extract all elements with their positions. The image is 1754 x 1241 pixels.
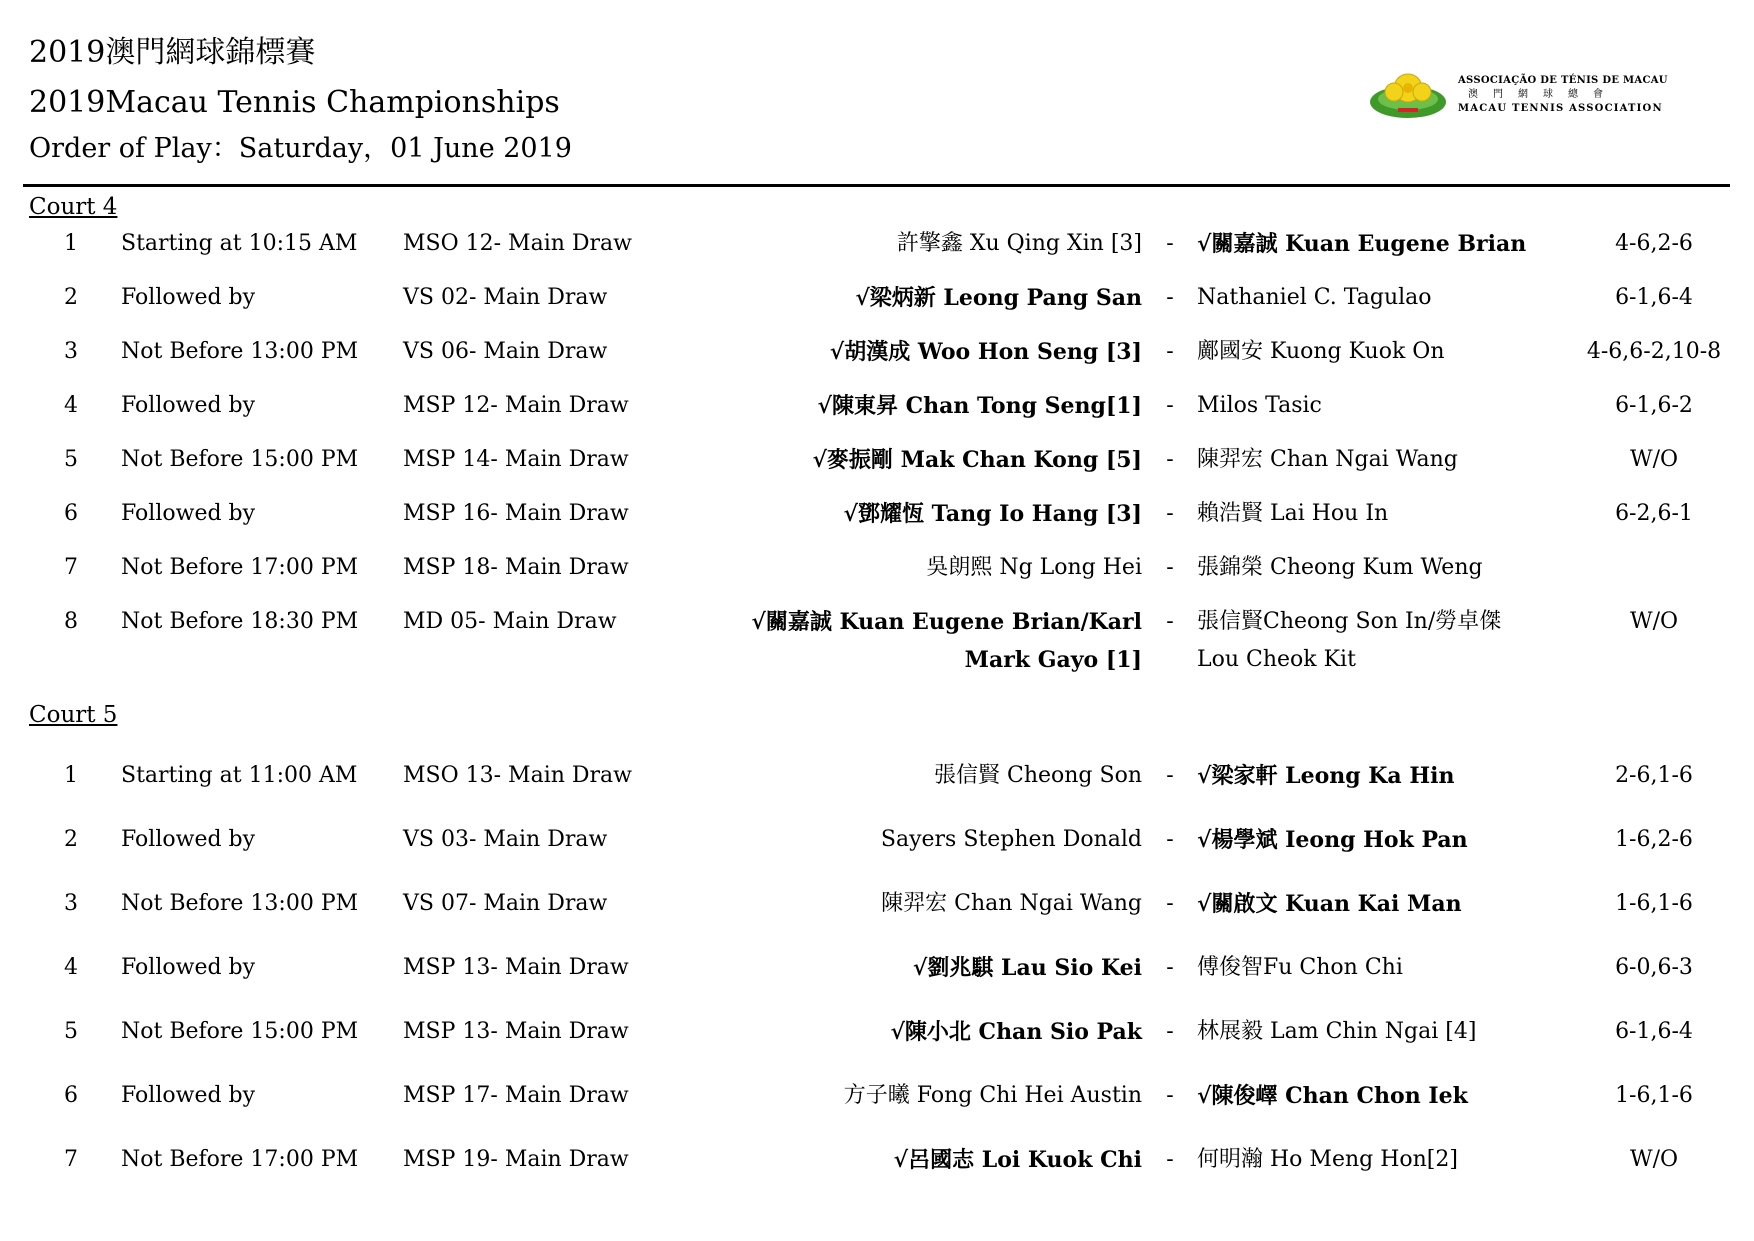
versus-dash: - (1166, 1083, 1174, 1108)
player-1: 許擎鑫 Xu Qing Xin [3] (896, 231, 1142, 256)
match-score: 1-6,2-6 (1615, 827, 1693, 852)
match-score: 4-6,2-6 (1615, 231, 1693, 256)
match-number: 1 (64, 231, 78, 256)
match-number: 4 (64, 955, 78, 980)
logo-text-chinese: 澳門網球總會 (1468, 89, 1618, 100)
match-number: 6 (64, 1083, 78, 1108)
match-event: MSO 12- Main Draw (403, 231, 632, 256)
versus-dash: - (1166, 827, 1174, 852)
court-4-heading: Court 4 (29, 194, 118, 220)
player-2-line-2: Lou Cheok Kit (1197, 647, 1356, 672)
player-2: 林展毅 Lam Chin Ngai [4] (1197, 1019, 1477, 1044)
match-event: VS 07- Main Draw (403, 891, 608, 916)
player-2: 陳羿宏 Chan Ngai Wang (1197, 447, 1458, 472)
match-event: MSP 17- Main Draw (403, 1083, 629, 1108)
match-event: MSP 14- Main Draw (403, 447, 629, 472)
match-event: MD 05- Main Draw (403, 609, 617, 634)
versus-dash: - (1166, 609, 1174, 634)
match-score: W/O (1629, 609, 1679, 634)
player-1: √麥振剛 Mak Chan Kong [5] (812, 447, 1142, 473)
versus-dash: - (1166, 285, 1174, 310)
player-1: 方子曦 Fong Chi Hei Austin (843, 1083, 1142, 1108)
match-time: Starting at 11:00 AM (121, 763, 358, 788)
versus-dash: - (1166, 955, 1174, 980)
player-1: √梁炳新 Leong Pang San (855, 285, 1142, 311)
match-event: MSP 12- Main Draw (403, 393, 629, 418)
player-1 (700, 603, 1142, 679)
player-1: 吳朗熙 Ng Long Hei (926, 555, 1142, 580)
player-2: Milos Tasic (1197, 393, 1322, 418)
player-2: √梁家軒 Leong Ka Hin (1197, 763, 1455, 789)
player-2: 傅俊智Fu Chon Chi (1197, 955, 1403, 980)
match-time: Followed by (121, 827, 256, 852)
player-2: √關啟文 Kuan Kai Man (1197, 891, 1462, 917)
match-time: Not Before 15:00 PM (121, 447, 359, 472)
versus-dash: - (1166, 447, 1174, 472)
logo-text-portuguese: ASSOCIAÇÃO DE TÉNIS DE MACAU (1458, 75, 1668, 86)
match-event: VS 02- Main Draw (403, 285, 608, 310)
player-1: √呂國志 Loi Kuok Chi (893, 1147, 1142, 1173)
match-score: 4-6,6-2,10-8 (1586, 339, 1722, 364)
versus-dash: - (1166, 555, 1174, 580)
match-score: 6-1,6-2 (1615, 393, 1693, 418)
match-score: 1-6,1-6 (1615, 891, 1693, 916)
player-1-line-1: √關嘉誠 Kuan Eugene Brian/Karl (751, 609, 1142, 635)
match-score: 6-1,6-4 (1615, 285, 1693, 310)
match-score: 6-2,6-1 (1615, 501, 1693, 526)
match-time: Not Before 15:00 PM (121, 1019, 359, 1044)
player-1: √鄧耀恆 Tang Io Hang [3] (843, 501, 1142, 527)
versus-dash: - (1166, 501, 1174, 526)
match-score: 6-0,6-3 (1615, 955, 1693, 980)
match-number: 8 (64, 609, 78, 634)
match-event: VS 03- Main Draw (403, 827, 608, 852)
versus-dash: - (1166, 231, 1174, 256)
match-score: 1-6,1-6 (1615, 1083, 1693, 1108)
player-1-line-2: Mark Gayo [1] (964, 647, 1142, 673)
match-score: 6-1,6-4 (1615, 1019, 1693, 1044)
player-2: 張錦榮 Cheong Kum Weng (1197, 555, 1483, 580)
player-1: √陳東昇 Chan Tong Seng[1] (817, 393, 1142, 419)
title-english: 2019Macau Tennis Championships (29, 85, 560, 120)
player-2: √關嘉誠 Kuan Eugene Brian (1197, 231, 1527, 257)
match-number: 2 (64, 285, 78, 310)
match-time: Not Before 13:00 PM (121, 339, 359, 364)
player-1: √劉兆騏 Lau Sio Kei (912, 955, 1142, 981)
match-event: MSP 18- Main Draw (403, 555, 629, 580)
player-2: Nathaniel C. Tagulao (1197, 285, 1432, 310)
versus-dash: - (1166, 393, 1174, 418)
player-2: 何明瀚 Ho Meng Hon[2] (1197, 1147, 1458, 1172)
court-5-heading: Court 5 (29, 702, 118, 728)
player-1: 張信賢 Cheong Son (934, 763, 1142, 788)
match-time: Followed by (121, 501, 256, 526)
logo-text-english: MACAU TENNIS ASSOCIATION (1458, 103, 1663, 114)
match-number: 5 (64, 447, 78, 472)
match-event: MSP 16- Main Draw (403, 501, 629, 526)
lotus-logo-icon (1368, 68, 1448, 120)
player-2: 鄺國安 Kuong Kuok On (1197, 339, 1445, 364)
match-number: 5 (64, 1019, 78, 1044)
match-event: MSP 13- Main Draw (403, 955, 629, 980)
match-time: Followed by (121, 285, 256, 310)
order-of-play-date: Order of Play：Saturday，01 June 2019 (29, 133, 572, 164)
player-1: Sayers Stephen Donald (880, 827, 1142, 852)
header-divider (23, 184, 1730, 187)
match-time: Not Before 17:00 PM (121, 555, 359, 580)
match-number: 1 (64, 763, 78, 788)
match-event: MSO 13- Main Draw (403, 763, 632, 788)
player-1: √胡漢成 Woo Hon Seng [3] (829, 339, 1142, 365)
match-time: Not Before 18:30 PM (121, 609, 359, 634)
match-number: 6 (64, 501, 78, 526)
title-chinese: 2019澳門網球錦標賽 (29, 35, 316, 70)
match-time: Followed by (121, 955, 256, 980)
match-number: 2 (64, 827, 78, 852)
player-1: √陳小北 Chan Sio Pak (890, 1019, 1142, 1045)
match-event: MSP 19- Main Draw (403, 1147, 629, 1172)
match-score: W/O (1629, 1147, 1679, 1172)
versus-dash: - (1166, 339, 1174, 364)
match-time: Starting at 10:15 AM (121, 231, 358, 256)
match-time: Followed by (121, 393, 256, 418)
versus-dash: - (1166, 1019, 1174, 1044)
match-number: 3 (64, 339, 78, 364)
player-1: 陳羿宏 Chan Ngai Wang (881, 891, 1142, 916)
match-number: 7 (64, 555, 78, 580)
player-2-line-1: 張信賢Cheong Son In/勞卓傑 (1197, 609, 1502, 634)
versus-dash: - (1166, 763, 1174, 788)
player-2: √楊學斌 Ieong Hok Pan (1197, 827, 1468, 853)
match-score: W/O (1629, 447, 1679, 472)
versus-dash: - (1166, 891, 1174, 916)
versus-dash: - (1166, 1147, 1174, 1172)
match-event: MSP 13- Main Draw (403, 1019, 629, 1044)
match-event: VS 06- Main Draw (403, 339, 608, 364)
match-time: Followed by (121, 1083, 256, 1108)
player-2: √陳俊嶧 Chan Chon Iek (1197, 1083, 1468, 1109)
association-logo (1368, 68, 1668, 120)
match-number: 3 (64, 891, 78, 916)
player-2: 賴浩賢 Lai Hou In (1197, 501, 1389, 526)
match-score: 2-6,1-6 (1615, 763, 1693, 788)
player-2 (1197, 603, 1501, 679)
match-time: Not Before 17:00 PM (121, 1147, 359, 1172)
match-time: Not Before 13:00 PM (121, 891, 359, 916)
match-number: 4 (64, 393, 78, 418)
match-number: 7 (64, 1147, 78, 1172)
